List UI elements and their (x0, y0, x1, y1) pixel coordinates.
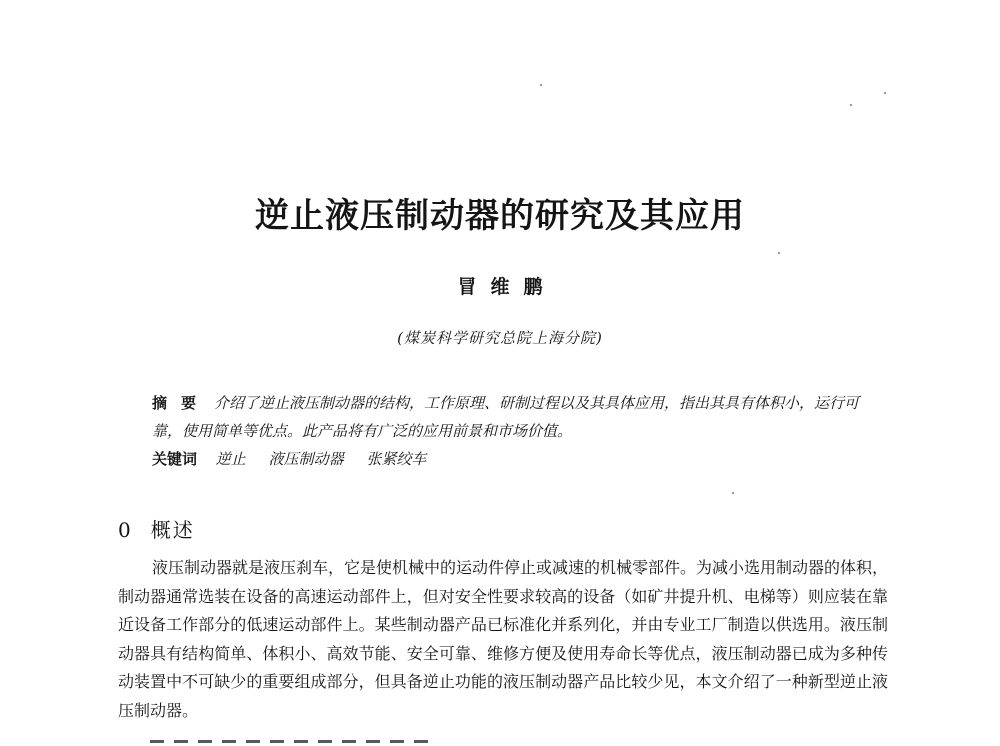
section-number: 0 (118, 518, 133, 542)
scan-speck (850, 104, 852, 106)
scan-speck (732, 492, 734, 494)
scan-speck (540, 84, 542, 86)
body-paragraph: 液压制动器就是液压刹车，它是使机械中的运动件停止或减速的机械零部件。为减小选用制动器的体积，制动器通常选装在设备的高速运动部件上，但对安全性要求较高的设备（如矿井提升机、电梯等）则应装在靠近设备工作部分的低速运动部件上。某些制动器产品已标准化并系列化，并由专业工厂制造以供选用。液压制动器具有结构简单、体积小、高效节能、安全可靠、维修方便及使用寿命长等优点，液压制动器已成为多种传动装置中不可缺少的重要组成部分，但具备逆止功能的液压制动器产品比较少见，本文介绍了一种新型逆止液压制动器。 (118, 558, 889, 720)
scan-speck (884, 92, 886, 94)
section-title: 概述 (150, 518, 195, 542)
keywords-label: 关键词 (152, 450, 198, 468)
keyword-item: 逆止 (215, 450, 246, 468)
keywords-line (152, 445, 872, 473)
paper-title: 逆止液压制动器的研究及其应用 (255, 196, 745, 236)
author-affiliation: (煤炭科学研究总院上海分院) (397, 329, 603, 347)
abstract-paragraph (152, 389, 872, 445)
section-heading (118, 514, 195, 543)
abstract-label: 摘要 (152, 394, 211, 412)
keyword-item: 液压制动器 (268, 450, 344, 468)
scan-speck (778, 252, 780, 254)
keyword-item: 张紧绞车 (366, 450, 427, 468)
abstract-block (152, 389, 872, 473)
cut-off-text-line (150, 732, 450, 746)
abstract-text: 介绍了逆止液压制动器的结构，工作原理、研制过程以及其具体应用，指出其具有体积小，运行可靠，使用简单等优点。此产品将有广泛的应用前景和市场价值。 (152, 394, 860, 440)
author-name: 冒维鹏 (457, 276, 557, 298)
